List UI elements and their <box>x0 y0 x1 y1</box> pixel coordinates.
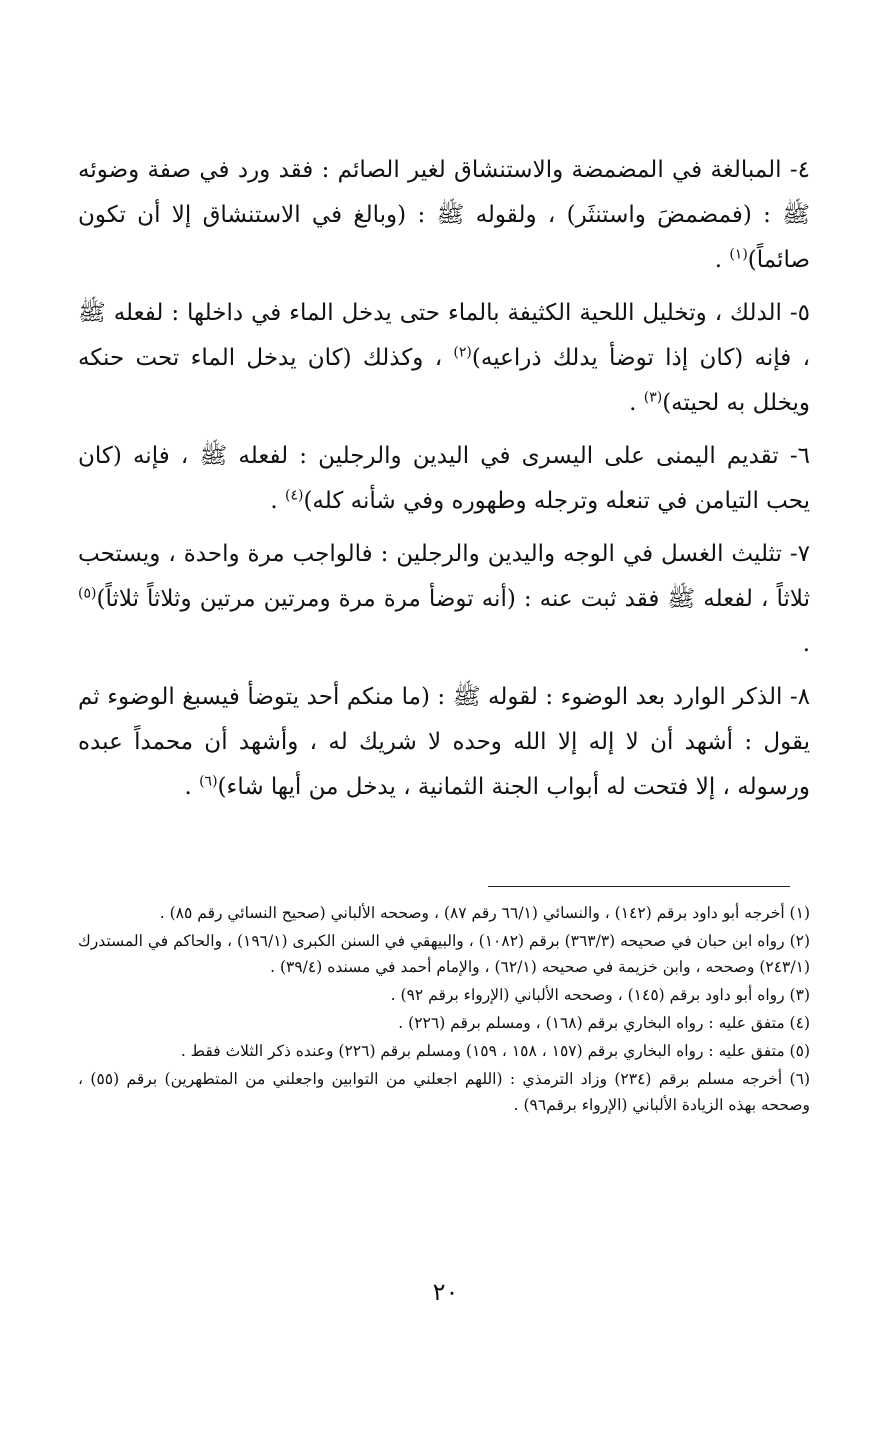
footnote-3: (٣) رواه أبو داود برقم (١٤٥) ، وصححه الألباني (الإرواء برقم ٩٢) . <box>390 986 810 1004</box>
footnote-ref-6: (٦) <box>199 773 218 790</box>
paragraph-continuation: ، وكذلك (كان يدخل الماء تحت حنكه ويخلل به لحيته) <box>78 345 810 416</box>
paragraph-5 <box>78 291 810 426</box>
paragraph-end: . <box>802 631 810 657</box>
page-number: ٢٠ <box>432 1278 459 1306</box>
paragraph-6 <box>78 434 810 524</box>
paragraph-end: . <box>184 774 200 800</box>
paragraph-end: . <box>714 247 730 273</box>
paragraph-7 <box>78 532 810 667</box>
paragraph-8 <box>78 675 810 810</box>
footnote-6: (٦) أخرجه مسلم برقم (٢٣٤) وزاد الترمذي : (اللهم اجعلني من التوابين واجعلني من المتطهرين) برقم (٥٥) ، وصححه بهذه الزيادة الألباني (الإرواء برقم٩٦) . <box>78 1070 810 1114</box>
paragraph-text: ٥- الدلك ، وتخليل اللحية الكثيفة بالماء حتى يدخل الماء في داخلها : لفعله ﷺ ، فإنه (كان إذا توضأ يدلك ذراعيه) <box>78 300 810 371</box>
paragraph-end: . <box>629 390 644 416</box>
footnote-ref-2: (٢) <box>453 344 472 361</box>
main-text <box>78 148 810 818</box>
footnotes <box>78 900 810 1120</box>
footnote-ref-3: (٣) <box>643 389 663 406</box>
paragraph-text: ٤- المبالغة في المضمضة والاستنشاق لغير الصائم : فقد ورد في صفة وضوئه ﷺ : (فمضمضَ واستنثَر) ، ولقوله ﷺ : (وبالغ في الاستنشاق إلا أن تكون صائماً) <box>78 157 810 273</box>
paragraph-text: ٨- الذكر الوارد بعد الوضوء : لقوله ﷺ : (ما منكم أحد يتوضأ فيسبغ الوضوء ثم يقول : أشهد أن لا إله إلا الله وحده لا شريك له ، وأشهد أن محمداً عبده ورسوله ، إلا فتحت له أبواب الجنة الثمانية ، يدخل من أيها شاء) <box>78 684 810 800</box>
paragraph-text: ٧- تثليث الغسل في الوجه واليدين والرجلين : فالواجب مرة واحدة ، ويستحب ثلاثاً ، لفعله ﷺ فقد ثبت عنه : (أنه توضأ مرة مرة ومرتين مرتين وثلاثاً ثلاثاً) <box>78 541 810 612</box>
footnote-5: (٥) متفق عليه : رواه البخاري برقم (١٥٧ ، ١٥٨ ، ١٥٩) ومسلم برقم (٢٢٦) وعنده ذكر الثلاث فقط . <box>180 1042 810 1060</box>
footnote-ref-5: (٥) <box>78 585 97 602</box>
footnote-1: (١) أخرجه أبو داود برقم (١٤٢) ، والنسائي (٦٦/١ رقم ٨٧) ، وصححه الألباني (صحيح النسائي رقم ٨٥) . <box>159 904 810 922</box>
paragraph-end: . <box>270 488 285 514</box>
paragraph-4 <box>78 148 810 283</box>
footnote-separator <box>488 886 790 887</box>
footnote-ref-1: (١) <box>729 246 748 263</box>
footnote-4: (٤) متفق عليه : رواه البخاري برقم (١٦٨) ، ومسلم برقم (٢٢٦) . <box>398 1014 810 1032</box>
paragraph-text: ٦- تقديم اليمنى على اليسرى في اليدين والرجلين : لفعله ﷺ ، فإنه (كان يحب التيامن في تنعله وترجله وطهوره وفي شأنه كله) <box>78 443 810 514</box>
footnote-2: (٢) رواه ابن حبان في صحيحه (٣٦٣/٣) برقم (١٠٨٢) ، والبيهقي في السنن الكبرى (١٩٦/١) ، والحاكم في المستدرك (٢٤٣/١) وصححه ، وابن خزيمة في صحيحه (٦٢/١) ، والإمام أحمد في مسنده (٣٩/٤) . <box>78 932 811 976</box>
footnote-ref-4: (٤) <box>284 487 304 504</box>
